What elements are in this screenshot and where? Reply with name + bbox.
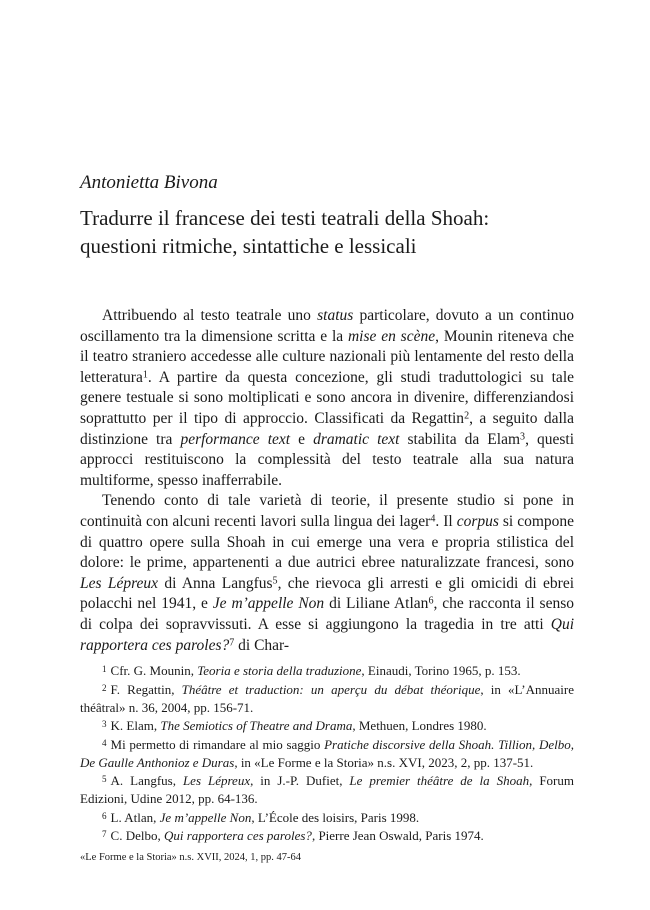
footnote-number: 3 (102, 719, 107, 730)
title-line-2: questioni ritmiche, sintattiche e lessicali (80, 234, 417, 258)
footnote-3: $^3$ K. Elam, The Semiotics of Theatre and Drama, Methuen, Londres 1980. (102, 718, 487, 734)
footnote-number: 7 (102, 829, 107, 840)
author-name: Antonietta Bivona (80, 172, 218, 193)
footnote-ref[interactable]: 1 (142, 369, 148, 381)
footnote-number: 6 (102, 810, 107, 821)
footnote-6: $^6$ L. Atlan, Je m’appelle Non, L’École des loisirs, Paris 1998. (102, 809, 420, 825)
footnote-ref[interactable]: 2 (464, 410, 470, 422)
footnote-4: $^4$ Mi permetto di rimandare al mio saggio Pratiche discorsive della Shoah. Tillion, Delbo, De Gaulle Anthonioz e Duras, in «Le Forme e la Storia» n.s. XVI, 2023, 2, pp. 137-51. (80, 737, 575, 770)
page-footer: «Le Forme e la Storia» n.s. XVII, 2024, 1, pp. 47-64 (80, 852, 302, 863)
title-line-1: Tradurre il francese dei testi teatrali della Shoah: (80, 206, 490, 230)
footnote-number: 4 (102, 737, 107, 748)
footnote-1: $^1$ Cfr. G. Mounin, Teoria e storia della traduzione, Einaudi, Torino 1965, p. 153. (102, 663, 521, 679)
footnote-7: $^7$ C. Delbo, Qui rapportera ces paroles?, Pierre Jean Oswald, Paris 1974. (102, 828, 484, 844)
article-title (80, 204, 580, 260)
footnote-ref[interactable]: 7 (229, 636, 235, 648)
paragraph-2: Tenendo conto di tale varietà di teorie, il presente studio si pone in continuità con alcuni recenti lavori sulla lingua dei lager$^4$. Il corpus si compone di quattro opere sulla Shoah in cui emerge una vera e propria stilistica del dolore: le prime, appartenenti a due autrici ebree naturalizzate francesi, sono Les Lépreux di Anna Langfus$^5$, che rievoca gli arresti e gli omicidi di ebrei polacchi nel 1941, e Je m’appelle Non di Liliane Atlan$^6$, che racconta il senso di colpa dei sopravvissuti. A esse si aggiungono la tragedia in tre atti Qui rapportera ces paroles?$^7$ di Char- (80, 492, 575, 654)
footnote-ref[interactable]: 3 (520, 431, 526, 443)
footnote-2: $^2$ F. Regattin, Théâtre et traduction: un aperçu du débat théorique, in «L’Annuaire théâtral» n. 36, 2004, pp. 156-71. (80, 681, 575, 715)
paragraph-1: Attribuendo al testo teatrale uno status particolare, dovuto a un continuo oscillamento tra la dimensione scritta e la mise en scène, Mounin riteneva che il teatro straniero accedesse alle culture nazionali più lentamente del resto della letteratura$^1$. A partire da questa concezione, gli studi traduttologici su tale genere testuale si sono moltiplicati e sono ancora in divenire, differenziandosi soprattutto per il tipo di approccio. Classificati da Regattin$^2$, a seguito dalla distinzione tra performance text e dramatic text stabilita da Elam$^3$, questi approcci restituiscono la complessità del testo teatrale alla sua natura multiforme, spesso inafferrabile. (80, 307, 575, 489)
article-body (80, 306, 574, 656)
footnotes (80, 661, 574, 845)
footnote-ref[interactable]: 5 (272, 575, 278, 587)
footnote-number: 1 (102, 664, 107, 674)
footnote-ref[interactable]: 4 (430, 513, 436, 525)
footnote-5: $^5$ A. Langfus, Les Lépreux, in J.-P. Dufiet, Le premier théâtre de la Shoah, Forum Edizioni, Udine 2012, pp. 64-136. (80, 773, 574, 807)
footnote-ref[interactable]: 6 (428, 595, 434, 607)
footnote-number: 2 (102, 682, 107, 693)
footnote-number: 5 (102, 774, 107, 785)
